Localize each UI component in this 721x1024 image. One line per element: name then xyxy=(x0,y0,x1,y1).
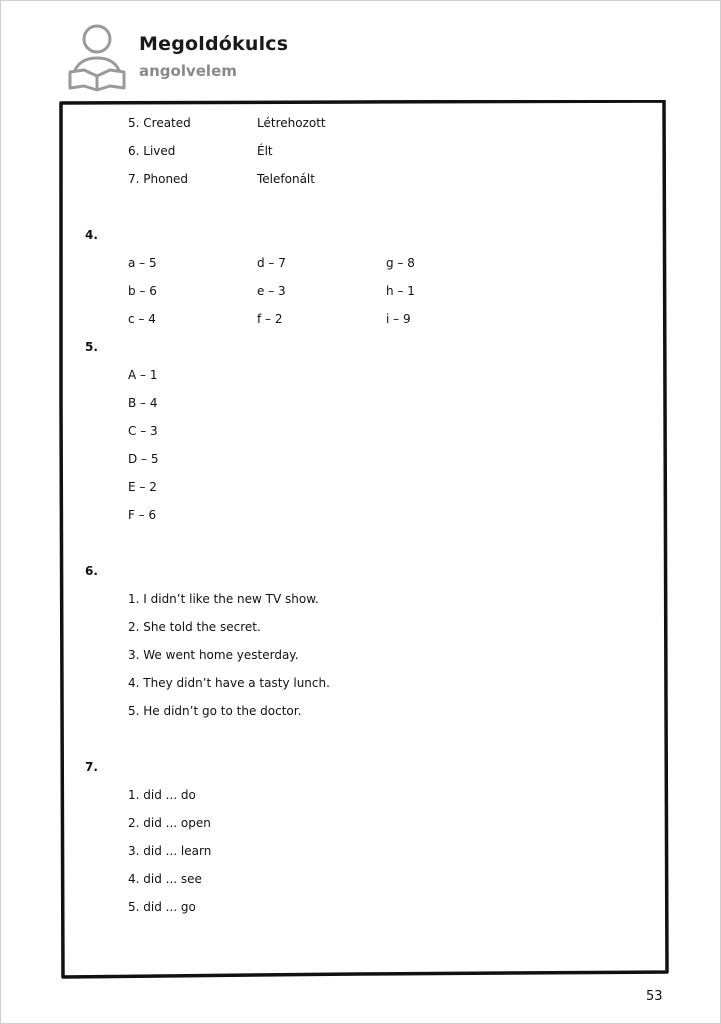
s7-item-1: 2. did ... open xyxy=(128,816,211,830)
s5-item-4: E – 2 xyxy=(128,480,157,494)
s6-item-0: 1. I didn’t like the new TV show. xyxy=(128,592,319,606)
s5-item-5: F – 6 xyxy=(128,508,157,522)
s4-c1-1: b – 6 xyxy=(128,284,157,298)
s5-item-2: C – 3 xyxy=(128,424,158,438)
s6-item-1: 2. She told the secret. xyxy=(128,620,261,634)
section-6-number: 6. xyxy=(85,564,98,578)
s5-item-0: A – 1 xyxy=(128,368,158,382)
s5-item-1: B – 4 xyxy=(128,396,158,410)
s4-c2-2: f – 2 xyxy=(257,312,283,326)
section-7-number: 7. xyxy=(85,760,98,774)
s3-hu-7: Telefonált xyxy=(257,172,315,186)
s6-item-2: 3. We went home yesterday. xyxy=(128,648,299,662)
s7-item-2: 3. did ... learn xyxy=(128,844,212,858)
section-4-number: 4. xyxy=(85,228,98,242)
s4-c1-0: a – 5 xyxy=(128,256,157,270)
page-number: 53 xyxy=(646,989,663,1004)
s3-en-7: 7. Phoned xyxy=(128,172,189,186)
s3-hu-5: Létrehozott xyxy=(257,116,326,130)
s7-item-0: 1. did ... do xyxy=(128,788,196,802)
s6-item-4: 5. He didn’t go to the doctor. xyxy=(128,704,302,718)
s3-en-6: 6. Lived xyxy=(128,144,176,158)
section-5-number: 5. xyxy=(85,340,98,354)
s6-item-3: 4. They didn’t have a tasty lunch. xyxy=(128,676,330,690)
s3-en-5: 5. Created xyxy=(128,116,191,130)
s4-c3-0: g – 8 xyxy=(386,256,415,270)
s7-item-3: 4. did ... see xyxy=(128,872,202,886)
s4-c2-0: d – 7 xyxy=(257,256,286,270)
s4-c1-2: c – 4 xyxy=(128,312,156,326)
s4-c3-1: h – 1 xyxy=(386,284,415,298)
s7-item-4: 5. did ... go xyxy=(128,900,196,914)
header-title: Megoldókulcs xyxy=(139,33,289,55)
header-subtitle: angolvelem xyxy=(139,62,237,80)
s4-c2-1: e – 3 xyxy=(257,284,286,298)
s4-c3-2: i – 9 xyxy=(386,312,411,326)
s3-hu-6: Élt xyxy=(257,144,273,158)
s5-item-3: D – 5 xyxy=(128,452,159,466)
